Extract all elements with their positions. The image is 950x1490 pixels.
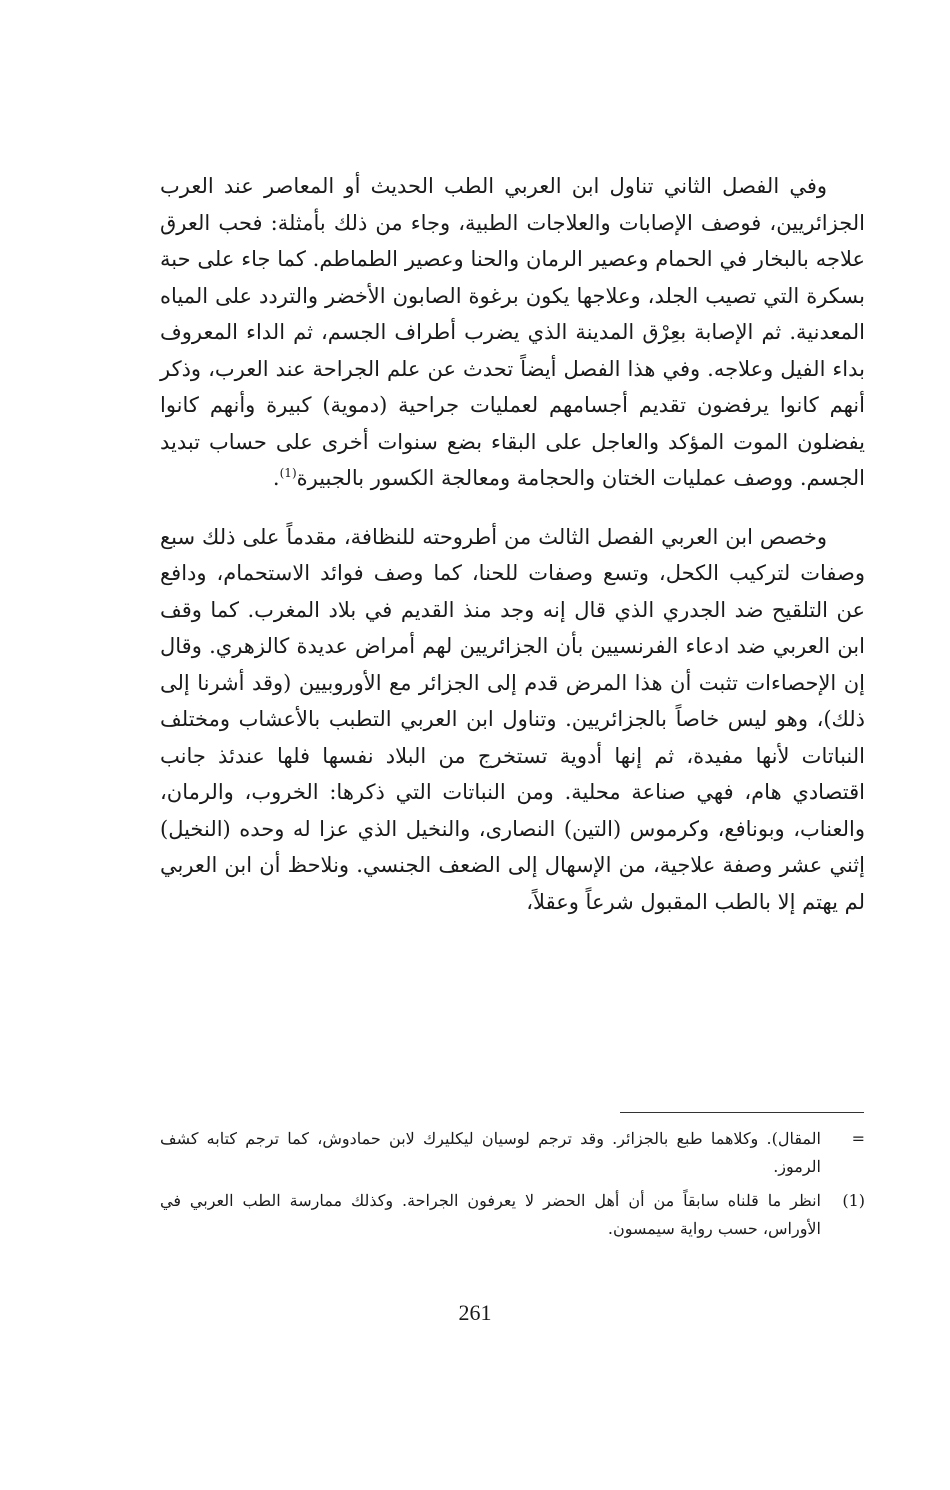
footnote-mark: = [851,1129,865,1148]
paragraph-1-text: وفي الفصل الثاني تناول ابن العربي الطب الحديث أو المعاصر عند العرب الجزائريين، فوصف الإصابات والعلاجات الطبية، وجاء من ذلك بأمثلة: فحب العرق علاجه بالبخار في الحمام وعصير الرمان والحنا وعصير الطماطم. كما جاء على حبة بسكرة التي تصيب الجلد، وعلاجها يكون برغوة الصابون الأخضر والتردد على المياه المعدنية. ثم الإصابة بعِرْق المدينة الذي يضرب أطراف الجسم، ثم الداء المعروف بداء الفيل وعلاجه. وفي هذا الفصل أيضاً تحدث عن علم الجراحة عند العرب، وذكر أنهم كانوا يرفضون تقديم أجسامهم لعمليات جراحية (دموية) كبيرة وأنهم كانوا يفضلون الموت المؤكد والعاجل على البقاء بضع سنوات أخرى على حساب تبديد الجسم. ووصف عمليات الختان والحجامة ومعالجة الكسور بالجبيرة [160,174,866,490]
page-number: 261 [458,1300,492,1325]
footnote-text: انظر ما قلناه سابقاً من أن أهل الحضر لا يعرفون الجراحة. وكذلك ممارسة الطب العربي في الأوراس، حسب رواية سيمسون. [160,1191,821,1238]
footnote-continuation [160,1125,865,1181]
footnote-mark: (1) [842,1191,865,1210]
footnote-1 [160,1187,865,1243]
footnote-ref-1: (1) [279,466,297,480]
paragraph-2: وخصص ابن العربي الفصل الثالث من أطروحته للنظافة، مقدماً على ذلك سبع وصفات لتركيب الكحل، وتسع وصفات للحنا، كما وصف فوائد الاستحمام، ودافع عن التلقيح ضد الجدري الذي قال إنه وجد منذ القديم في بلاد المغرب. كما وقف ابن العربي ضد ادعاء الفرنسيين بأن الجزائريين لهم أمراض عديدة كالزهري. وقال إن الإحصاءات تثبت أن هذا المرض قدم إلى الجزائر مع الأوروبيين (وقد أشرنا إلى ذلك)، وهو ليس خاصاً بالجزائريين. وتناول ابن العربي التطبب بالأعشاب ومختلف النباتات لأنها مفيدة، ثم إنها أدوية تستخرج من البلاد نفسها فلها عندئذ جانب اقتصادي هام، فهي صناعة محلية. ومن النباتات التي ذكرها: الخروب، والرمان، والعناب، وبونافع، وكرموس (التين) النصارى، والنخيل الذي عزا له وحده (النخيل) إثني عشر وصفة علاجية، من الإسهال إلى الضعف الجنسي. ونلاحظ أن ابن العربي لم يهتم إلا بالطب المقبول شرعاً وعقلاً، [160,524,865,914]
paragraph-1-end: . [272,466,280,490]
footnote-text: المقال). وكلاهما طبع بالجزائر. وقد ترجم لوسيان ليكليرك لابن حمادوش، كما ترجم كتابه كشف الرموز. [160,1129,821,1176]
footnote-separator [620,1112,864,1113]
paragraph-1 [160,168,865,497]
footnotes [160,1125,865,1249]
main-text [160,168,865,920]
